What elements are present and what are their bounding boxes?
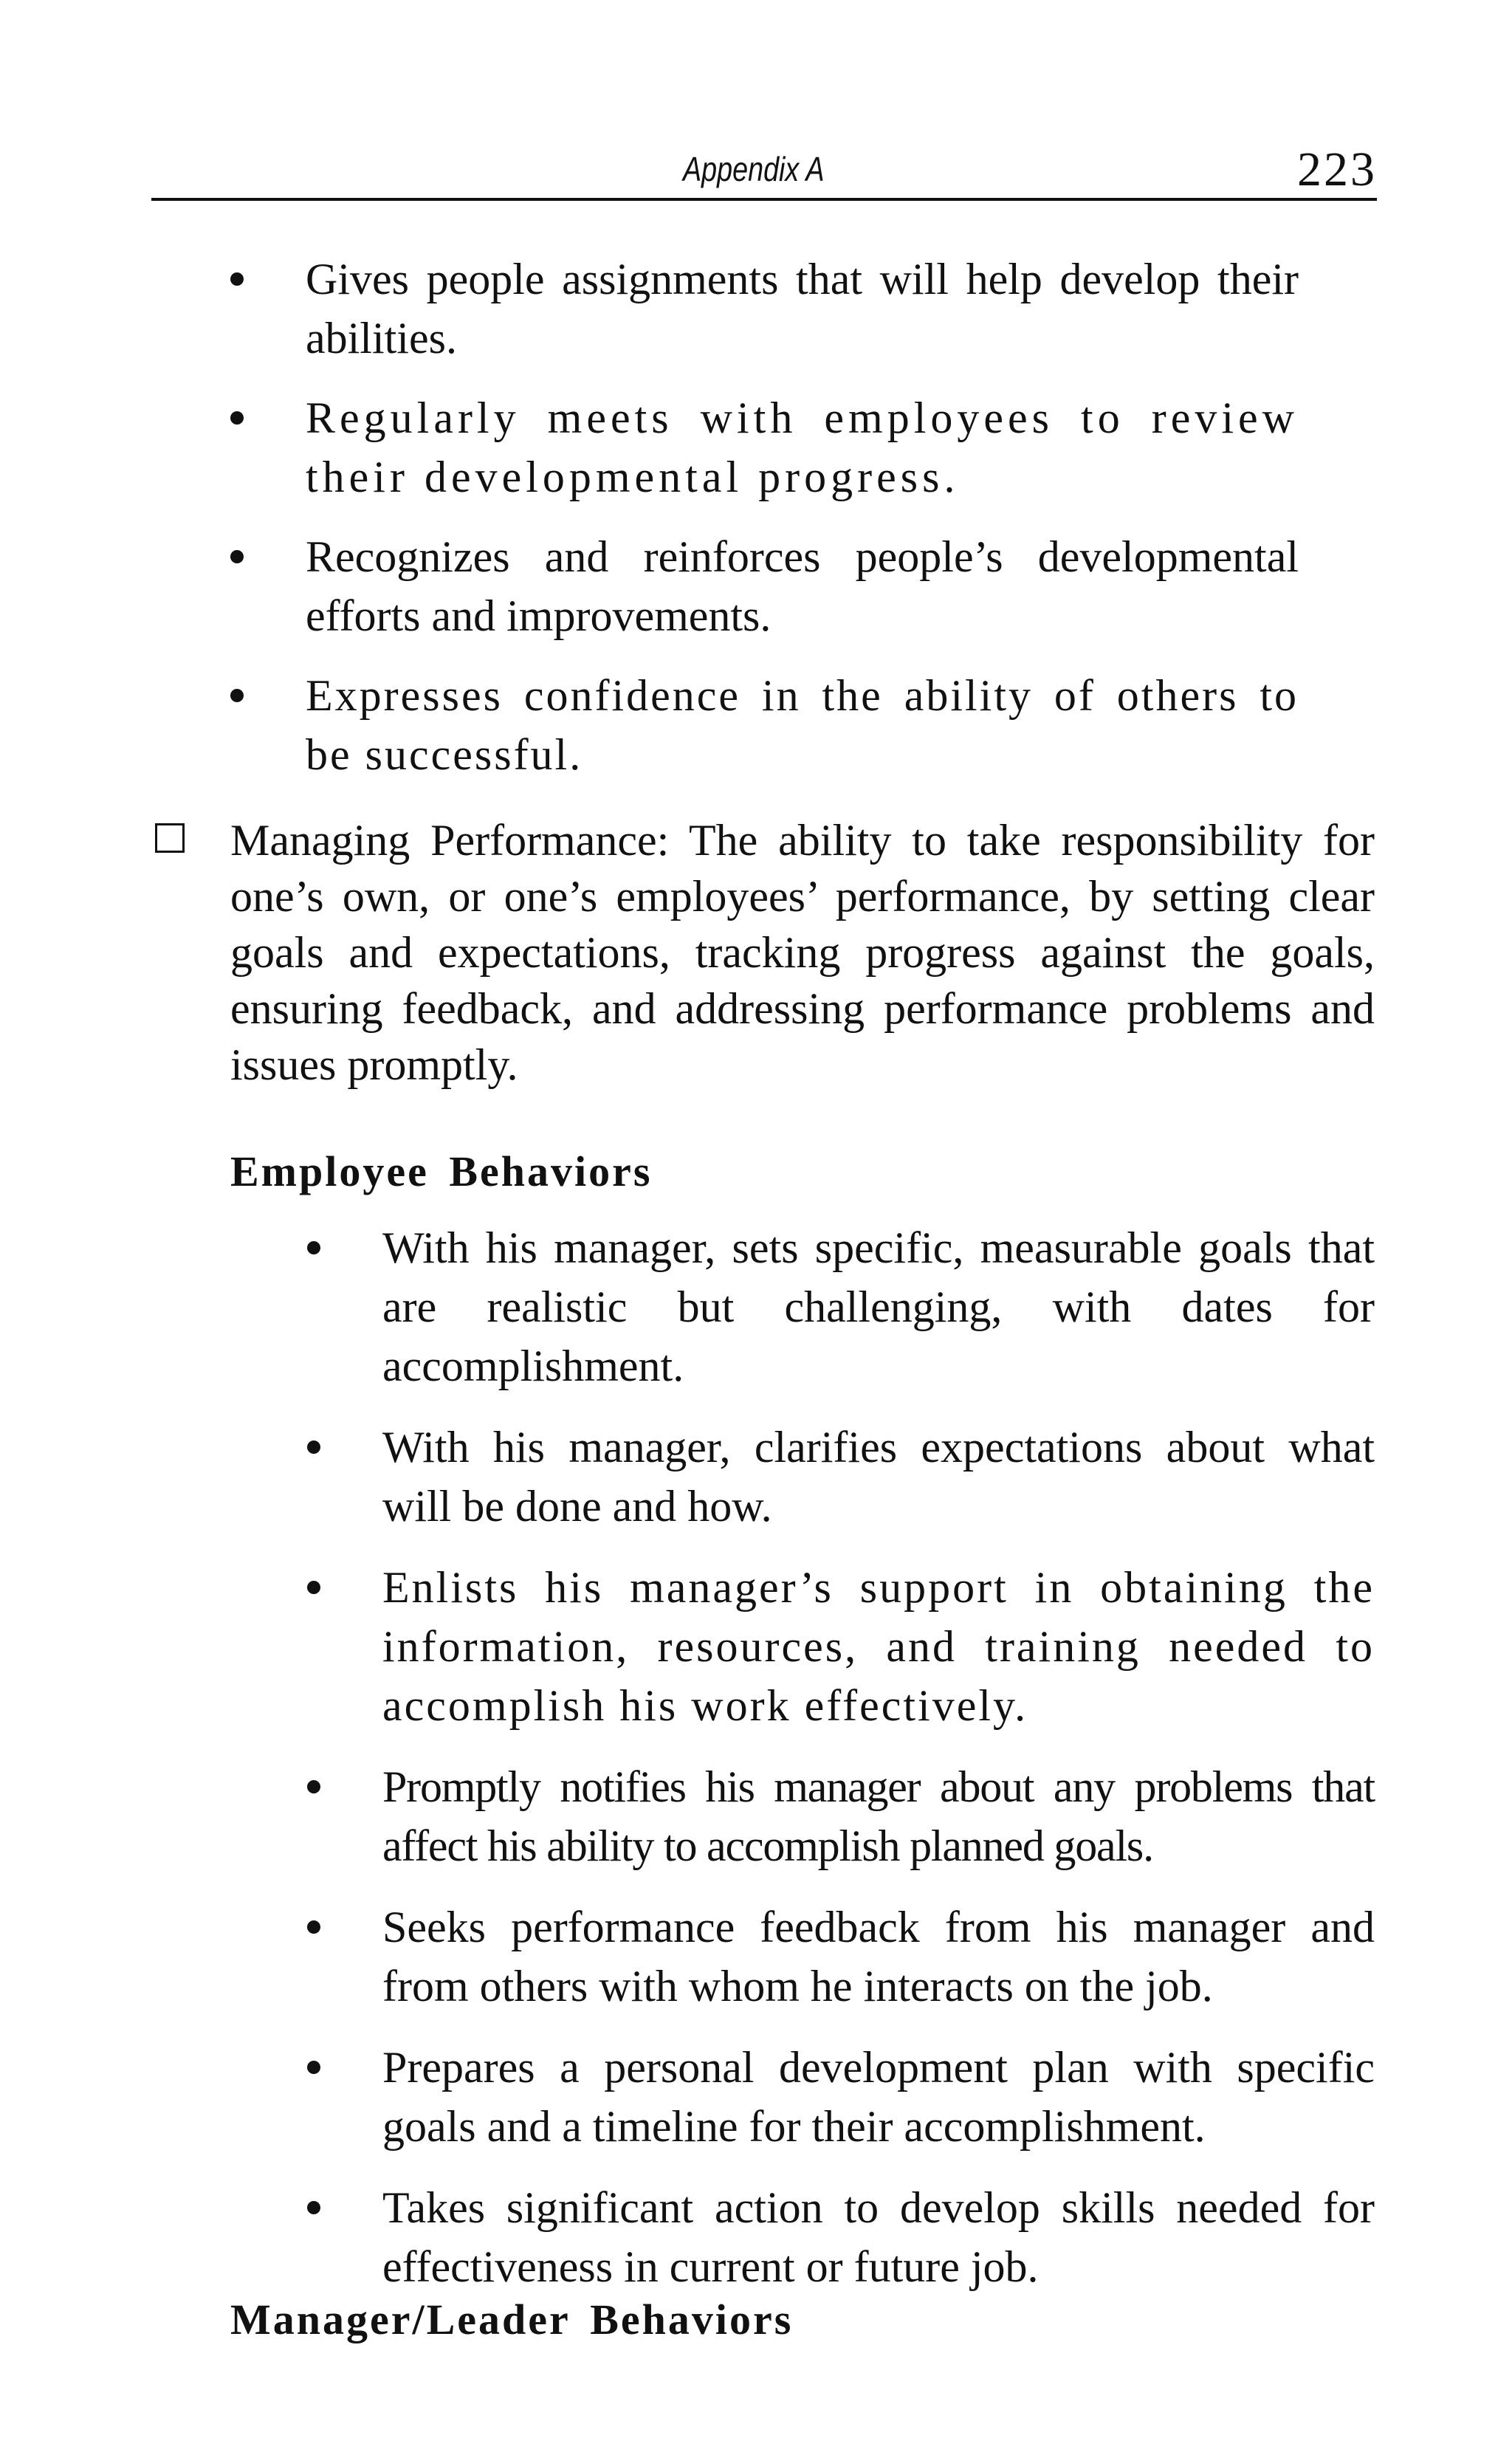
- bullet-icon: [307, 2201, 320, 2214]
- list-item: [382, 1418, 1375, 1536]
- list-item: [306, 527, 1299, 645]
- running-title: Appendix A: [683, 150, 825, 188]
- list-item: [306, 666, 1299, 784]
- bullet-icon: [230, 550, 244, 563]
- developing-others-bullet-list: [306, 250, 1299, 805]
- page-number: 223: [1297, 142, 1377, 196]
- list-item-text: Seeks performance feedback from his manager and from others with whom he interacts on the job.: [382, 1903, 1375, 2011]
- bullet-icon: [307, 1581, 320, 1594]
- bullet-icon: [307, 1780, 320, 1793]
- list-item-text: Promptly notifies his manager about any problems that affect his ability to accomplish planned goals.: [382, 1762, 1375, 1870]
- list-item-text: Gives people assignments that will help develop their abilities.: [306, 255, 1299, 363]
- list-item: [382, 1558, 1375, 1735]
- list-item: [306, 388, 1299, 507]
- employee-behaviors-heading: Employee Behaviors: [230, 1147, 653, 1195]
- bullet-icon: [230, 689, 244, 702]
- list-item-text: Enlists his manager’s support in obtaining the information, resources, and training needed to accomplish his work effectively.: [382, 1563, 1375, 1730]
- list-item-text: With his manager, clarifies expectations about what will be done and how.: [382, 1423, 1375, 1531]
- list-item-text: Recognizes and reinforces people’s developmental efforts and improvements.: [306, 532, 1299, 640]
- list-item-text: Takes significant action to develop skills needed for effectiveness in current or future job.: [382, 2183, 1375, 2291]
- bullet-icon: [307, 1241, 320, 1254]
- list-item: [382, 1757, 1375, 1875]
- running-header: [151, 142, 1377, 201]
- list-item: [306, 250, 1299, 368]
- bullet-icon: [307, 1441, 320, 1454]
- list-item-text: Prepares a personal development plan with specific goals and a timeline for their accomplishment.: [382, 2043, 1375, 2151]
- list-item-text: With his manager, sets specific, measurable goals that are realistic but challenging, with dates for accomplishment.: [382, 1223, 1375, 1390]
- bullet-icon: [230, 272, 244, 286]
- bullet-icon: [230, 411, 244, 425]
- bullet-icon: [307, 2061, 320, 2074]
- bullet-icon: [307, 1920, 320, 1934]
- list-item-text: Regularly meets with employees to review their developmental progress.: [306, 394, 1299, 501]
- employee-behaviors-list: [382, 1218, 1375, 2318]
- list-item: [382, 1898, 1375, 2016]
- list-item: [382, 2178, 1375, 2296]
- competency-definition: Managing Performance: The ability to take responsibility for one’s own, or one’s employees’ performance, by setting clear goals and expectations, tracking progress against the goals, ensuring feedback, and addressing performance problems and issues promptly.: [230, 816, 1375, 1089]
- checkbox-icon: [155, 823, 185, 853]
- manager-behaviors-heading: Manager/Leader Behaviors: [230, 2296, 794, 2343]
- list-item: [382, 1218, 1375, 1395]
- list-item-text: Expresses confidence in the ability of others to be successful.: [306, 671, 1299, 779]
- list-item: [382, 2038, 1375, 2156]
